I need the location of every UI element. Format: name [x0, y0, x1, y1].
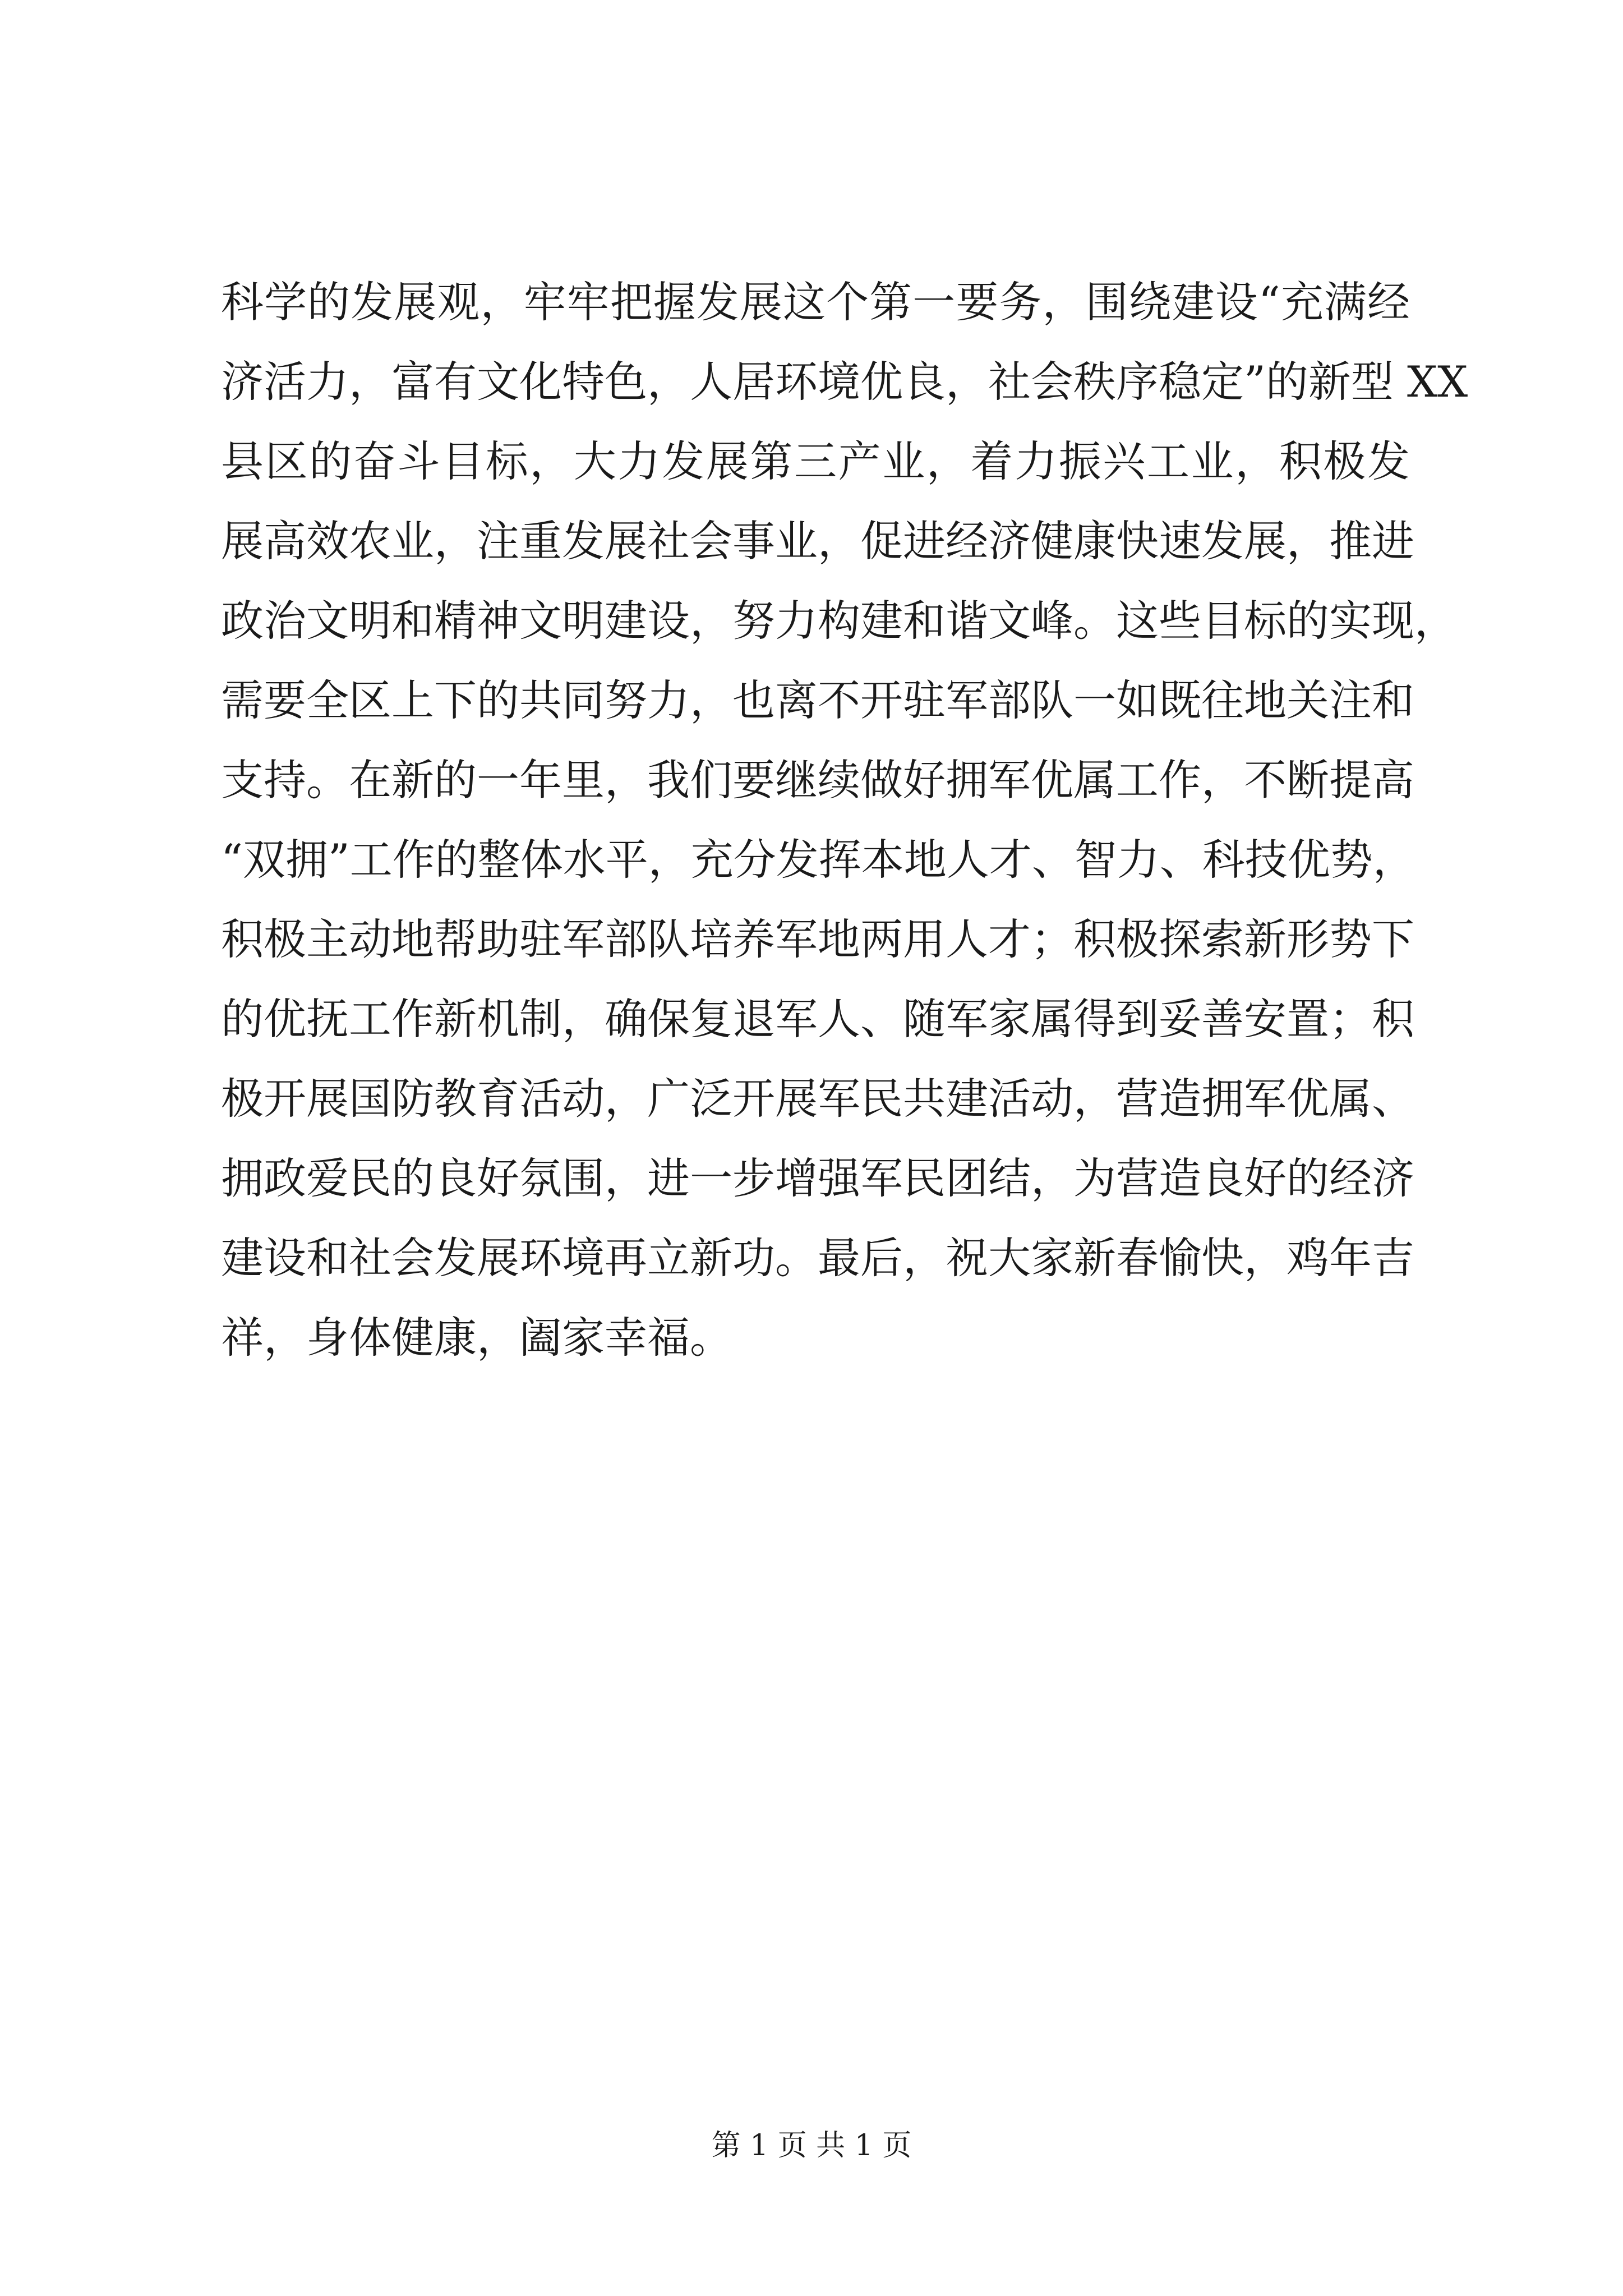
paragraph-line: 支持。在新的一年里，我们要继续做好拥军优属工作，不断提高 — [221, 755, 1414, 805]
paragraph-line: 建设和社会发展环境再立新功。最后，祝大家新春愉快，鸡年吉 — [221, 1233, 1414, 1283]
paragraph-line: 县区的奋斗目标，大力发展第三产业，着力振兴工业，积极发 — [221, 436, 1410, 486]
paragraph-line: “双拥”工作的整体水平，充分发挥本地人才、智力、科技优势， — [221, 835, 1415, 885]
body-paragraph — [221, 263, 1468, 1378]
paragraph-line: 祥，身体健康，阖家幸福。 — [221, 1313, 732, 1363]
paragraph-line: 积极主动地帮助驻军部队培养军地两用人才；积极探索新形势下 — [221, 914, 1414, 964]
paragraph-line: 济活力，富有文化特色，人居环境优良，社会秩序稳定”的新型 XX — [221, 357, 1468, 407]
paragraph-line: 拥政爱民的良好氛围，进一步增强军民团结，为营造良好的经济 — [221, 1153, 1414, 1203]
paragraph-line: 极开展国防教育活动，广泛开展军民共建活动，营造拥军优属、 — [221, 1074, 1414, 1124]
paragraph-line: 科学的发展观，牢牢把握发展这个第一要务，围绕建设“充满经 — [221, 277, 1410, 327]
paragraph-line: 政治文明和精神文明建设，努力构建和谐文峰。这些目标的实现， — [221, 596, 1457, 646]
paragraph-line: 需要全区上下的共同努力，也离不开驻军部队一如既往地关注和 — [221, 675, 1414, 725]
paragraph-line: 的优抚工作新机制，确保复退军人、随军家属得到妥善安置；积 — [221, 994, 1414, 1044]
page-footer: 第 1 页 共 1 页 — [711, 2129, 912, 2162]
paragraph-line: 展高效农业，注重发展社会事业，促进经济健康快速发展，推进 — [221, 516, 1414, 566]
